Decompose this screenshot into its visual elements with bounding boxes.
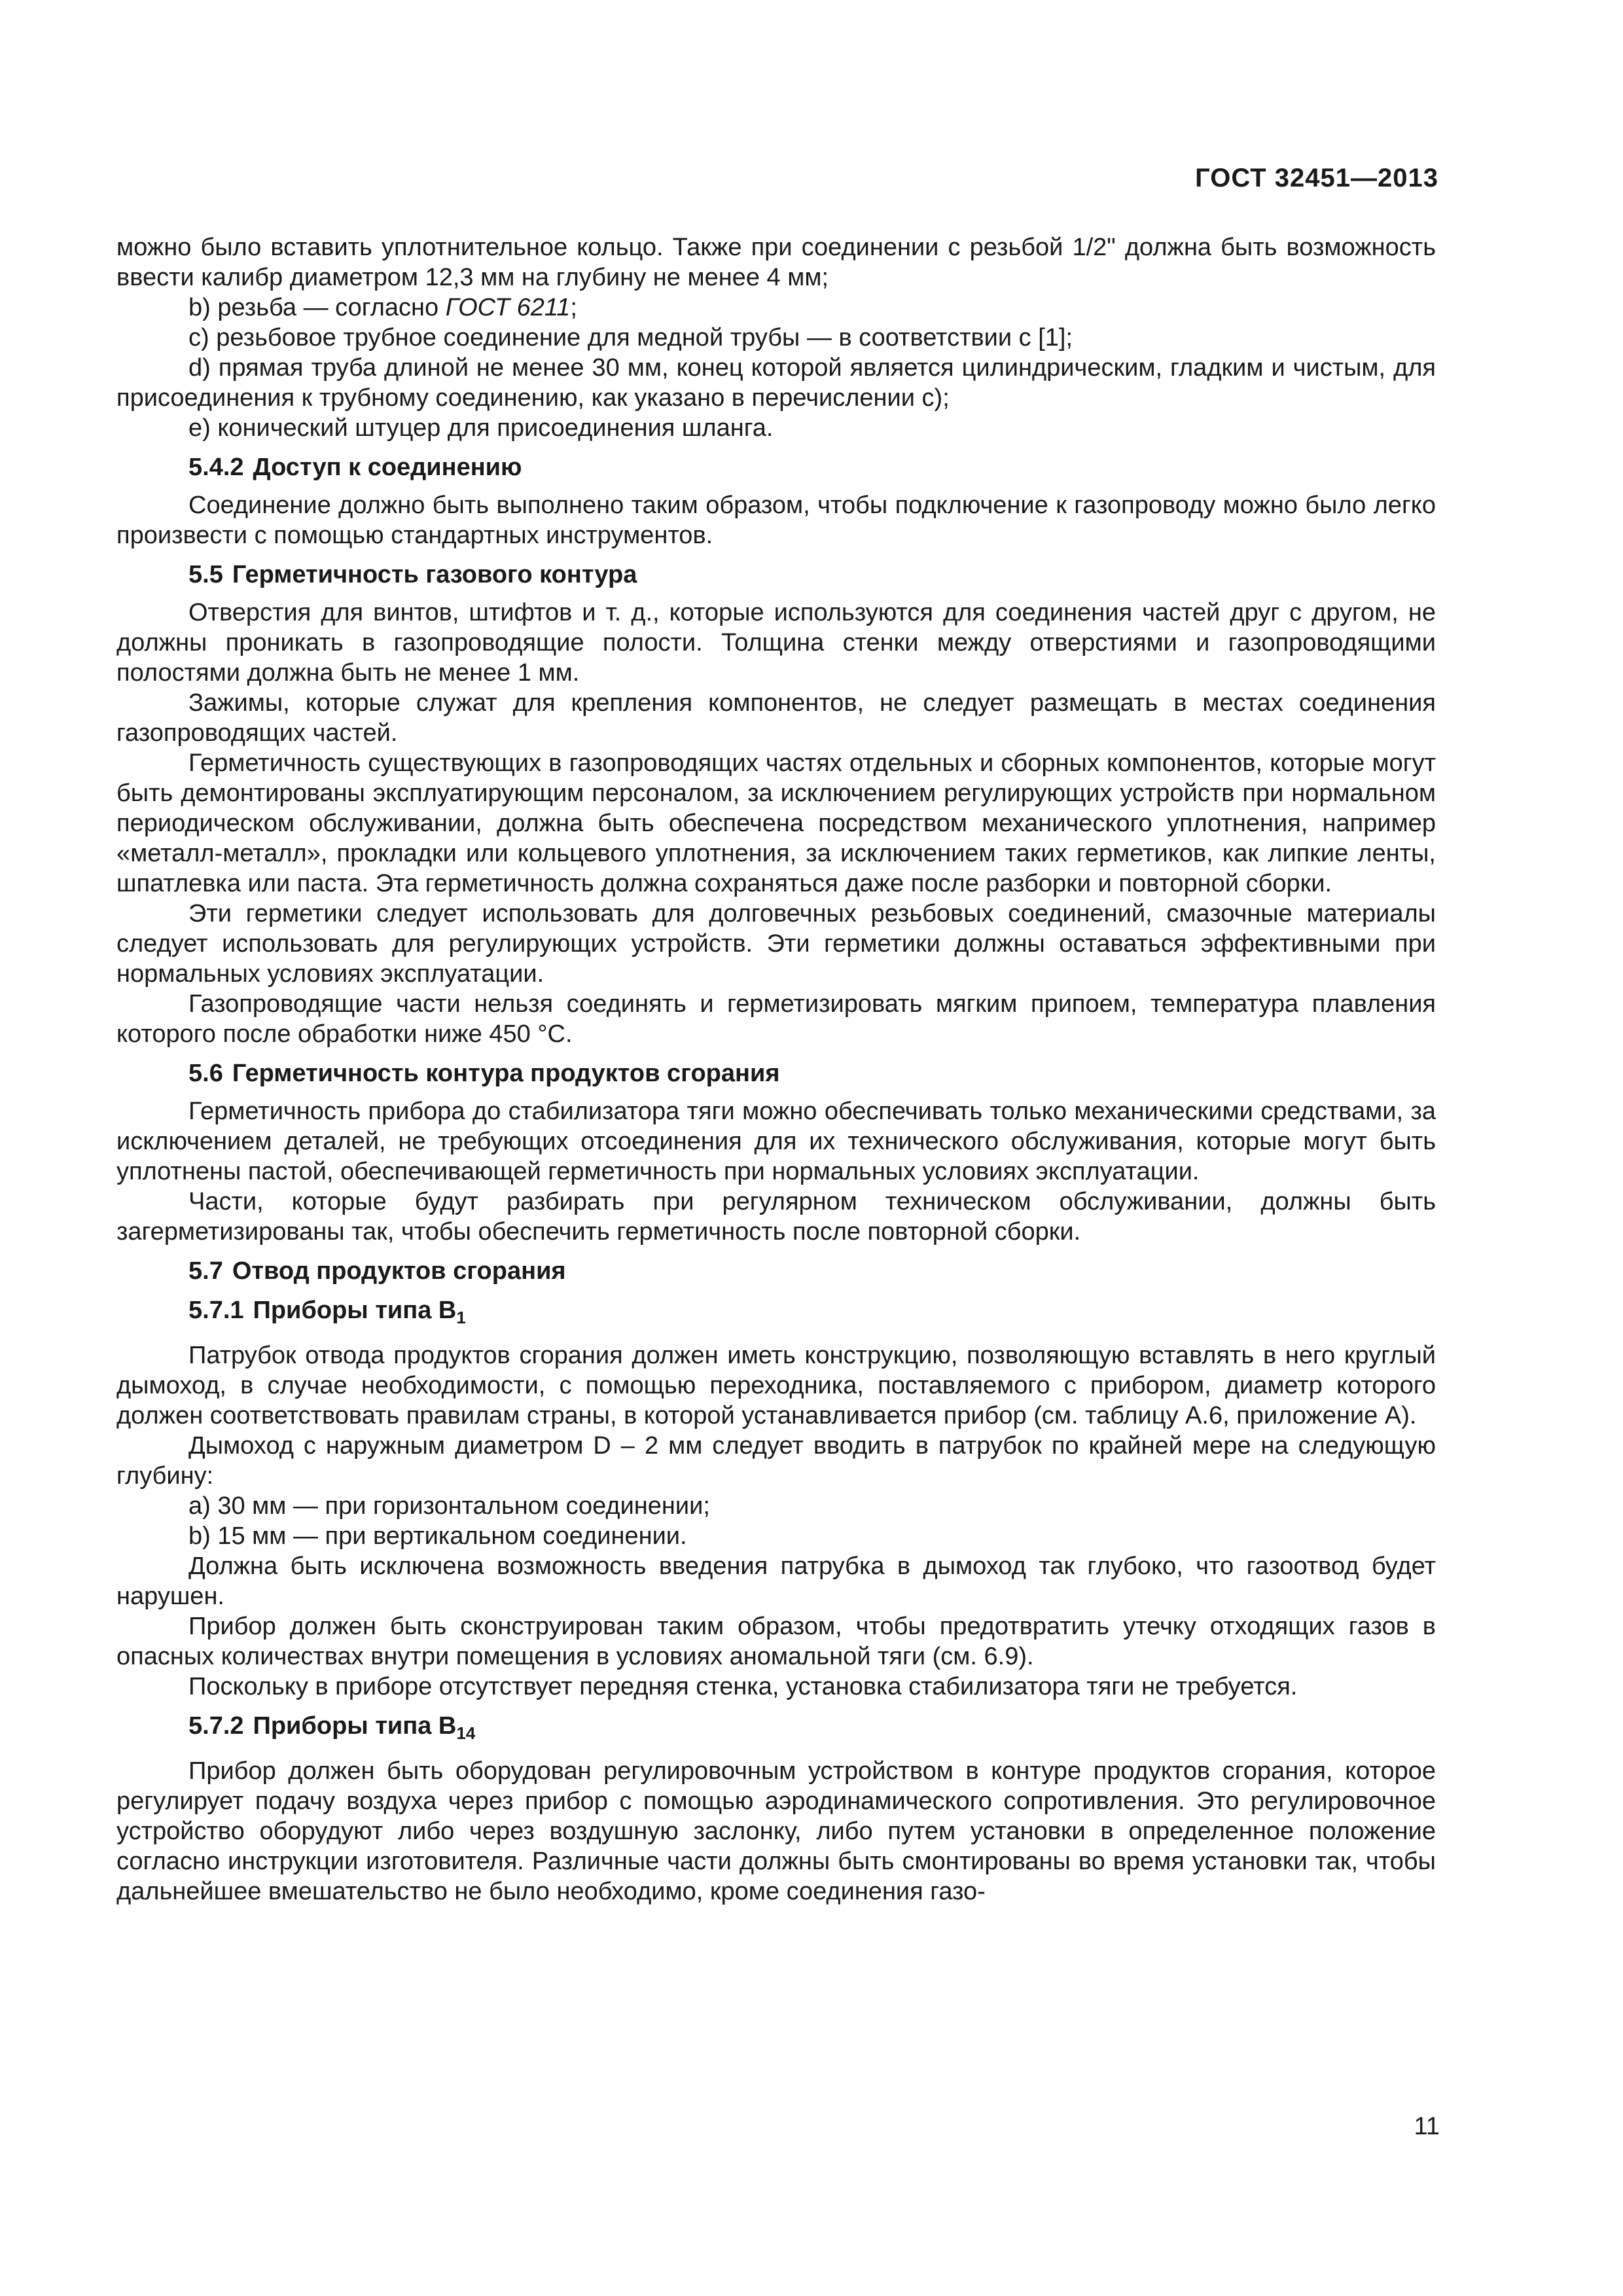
- paragraph: Зажимы, которые служат для крепления компонентов, не следует размещать в местах соединения газопроводящих частей.: [116, 689, 1436, 747]
- section-heading-5-7: 5.7 Отвод продуктов сгорания: [188, 1257, 566, 1285]
- section-heading-5-4-2: 5.4.2 Доступ к соединению: [188, 454, 522, 481]
- paragraph: Должна быть исключена возможность введения патрубка в дымоход так глубоко, что газоотвод будет нарушен.: [116, 1552, 1436, 1610]
- list-item: e) конический штуцер для присоединения шланга.: [188, 414, 774, 442]
- section-heading-5-5: 5.5 Герметичность газового контура: [188, 561, 637, 588]
- list-item: a) 30 мм — при горизонтальном соединении;: [188, 1492, 710, 1520]
- section-heading-5-7-1: 5.7.1 Приборы типа $B_1$: [188, 1297, 466, 1327]
- list-item: c) резьбовое трубное соединение для медной трубы — в соответствии с [1];: [188, 324, 1073, 351]
- paragraph: Герметичность существующих в газопроводящих частях отдельных и сборных компонентов, которые могут быть демонтированы эксплуатирующим персоналом, за исключением регулирующих устройств при нормальном периодическом обслуживании, должна быть обеспечена посредством механического уплотнения, например «металл-металл», прокладки или кольцевого уплотнения, за исключением таких герметиков, как липкие ленты, шпатлевка или паста. Эта герметичность должна сохраняться даже после разборки и повторной сборки.: [116, 749, 1436, 897]
- paragraph: Части, которые будут разбирать при регулярном техническом обслуживании, должны быть загерметизированы так, чтобы обеспечить герметичность после повторной сборки.: [116, 1188, 1436, 1246]
- paragraph: Эти герметики следует использовать для долговечных резьбовых соединений, смазочные материалы следует использовать для регулирующих устройств. Эти герметики должны оставаться эффективными при нормальных условиях эксплуатации.: [116, 900, 1436, 988]
- paragraph: Патрубок отвода продуктов сгорания должен иметь конструкцию, позволяющую вставлять в него круглый дымоход, в случае необходимости, с помощью переходника, поставляемого с прибором, диаметр которого должен соответствовать правилам страны, в которой устанавливается прибор (см. таблицу А.6, приложение А).: [116, 1342, 1436, 1429]
- paragraph: Поскольку в приборе отсутствует передняя стенка, установка стабилизатора тяги не требуется.: [188, 1673, 1298, 1700]
- list-item: d) прямая труба длиной не менее 30 мм, конец которой является цилиндрическим, гладким и чистым, для присоединения к трубному соединению, как указано в перечислении с);: [116, 354, 1436, 412]
- paragraph: Соединение должно быть выполнено таким образом, чтобы подключение к газопроводу можно было легко произвести с помощью стандартных инструментов.: [116, 492, 1436, 549]
- paragraph: можно было вставить уплотнительное кольцо. Также при соединении с резьбой 1/2" должна быть возможность ввести калибр диаметром 12,3 мм на глубину не менее 4 мм;: [116, 234, 1436, 291]
- document-header: ГОСТ 32451—2013: [1195, 164, 1438, 192]
- standard-reference: ГОСТ 6211: [445, 294, 571, 321]
- paragraph: Дымоход с наружным диаметром D – 2 мм следует вводить в патрубок по крайней мере на следующую глубину:: [116, 1432, 1436, 1490]
- document-body: [116, 232, 1436, 1907]
- paragraph: Прибор должен быть оборудован регулировочным устройством в контуре продуктов сгорания, которое регулирует подачу воздуха через прибор с помощью аэродинамического сопротивления. Это регулировочное устройство оборудуют либо через воздушную заслонку, либо путем установки в определенное положение согласно инструкции изготовителя. Различные части должны быть смонтированы во время установки так, чтобы дальнейшее вмешательство не было необходимо, кроме соединения газо-: [116, 1757, 1436, 1905]
- section-heading-5-7-2: 5.7.2 Приборы типа $B_{14}$: [188, 1712, 476, 1743]
- page-number: 11: [1414, 2113, 1440, 2140]
- paragraph: Герметичность прибора до стабилизатора тяги можно обеспечивать только механическими средствами, за исключением деталей, не требующих отсоединения для их технического обслуживания, которые могут быть уплотнены пастой, обеспечивающей герметичность при нормальных условиях эксплуатации.: [116, 1098, 1436, 1185]
- paragraph: Отверстия для винтов, штифтов и т. д., которые используются для соединения частей друг с другом, не должны проникать в газопроводящие полости. Толщина стенки между отверстиями и газопроводящими полостями должна быть не менее 1 мм.: [116, 599, 1436, 687]
- paragraph: Прибор должен быть сконструирован таким образом, чтобы предотвратить утечку отходящих газов в опасных количествах внутри помещения в условиях аномальной тяги (см. 6.9).: [116, 1613, 1436, 1670]
- list-item: b) 15 мм — при вертикальном соединении.: [188, 1522, 687, 1550]
- list-item: b) резьба — согласно ГОСТ 6211;: [188, 294, 577, 321]
- section-heading-5-6: 5.6 Герметичность контура продуктов сгорания: [188, 1060, 780, 1087]
- paragraph: Газопроводящие части нельзя соединять и герметизировать мягким припоем, температура плавления которого после обработки ниже 450 °С.: [116, 990, 1436, 1048]
